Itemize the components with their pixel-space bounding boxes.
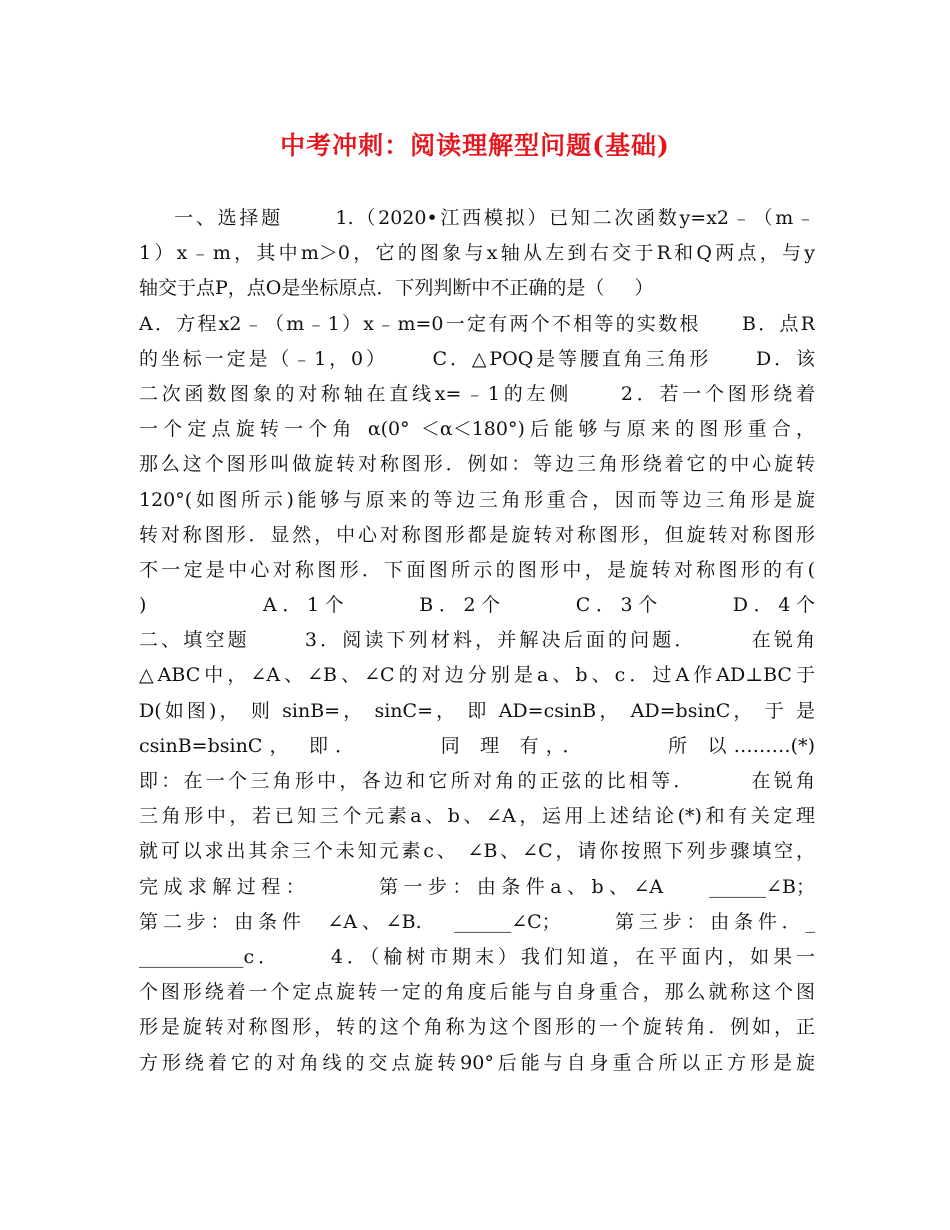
text-line: 个图形绕着一个定点旋转一定的角度后能与自身重合，那么就称这个图 bbox=[139, 981, 815, 1004]
text-line: 就可以求出其余三个未知元素c、 ∠B、∠C，请你按照下列步骤填空， bbox=[139, 840, 815, 863]
text-line: 的坐标一定是（﹣1，0） C．△POQ是等腰直角三角形 D．该 bbox=[139, 347, 815, 370]
text-line: ) A．1个 B．2个 C．3个 D．4个 bbox=[139, 594, 815, 617]
text-line: 形是旋转对称图形，转的这个角称为这个图形的一个旋转角．例如，正 bbox=[139, 1016, 815, 1039]
text-line: 不一定是中心对称图形．下面图所示的图形中，是旋转对称图形的有( bbox=[139, 558, 815, 581]
text-line: 完成求解过程： 第一步：由条件a、b、∠A ______∠B； bbox=[139, 875, 815, 898]
text-line: D(如图)， 则 sinB=， sinC=， 即 AD=csinB， AD=bsinC， 于 是 bbox=[139, 699, 815, 722]
text-line: csinB=bsinC， 即． 同 理 有，． 所 以………(*) bbox=[139, 734, 815, 757]
text-line: 轴交于点P，点O是坐标原点．下列判断中不正确的是（ ） bbox=[139, 277, 654, 300]
text-line: 即：在一个三角形中，各边和它所对角的正弦的比相等． 在锐角 bbox=[139, 770, 815, 792]
text-line: 二、填空题 3．阅读下列材料，并解决后面的问题． 在锐角 bbox=[139, 629, 815, 652]
text-line: △ABC中，∠A、∠B、∠C的对边分别是a、b、c．过A作AD⊥BC于 bbox=[139, 664, 815, 687]
text-line: 三角形中，若已知三个元素a、b、∠A，运用上述结论(*)和有关定理 bbox=[139, 805, 815, 828]
text-line: 那么这个图形叫做旋转对称图形．例如：等边三角形绕着它的中心旋转 bbox=[139, 453, 815, 476]
text-line: 120°(如图所示)能够与原来的等边三角形重合，因而等边三角形是旋 bbox=[139, 488, 815, 511]
text-line: 转对称图形．显然，中心对称图形都是旋转对称图形，但旋转对称图形 bbox=[139, 523, 815, 546]
text-line: 方形绕着它的对角线的交点旋转90°后能与自身重合所以正方形是旋 bbox=[139, 1051, 815, 1074]
text-line: 一、选择题 1.（2020•江西模拟）已知二次函数y=x2﹣（m﹣ bbox=[139, 207, 815, 229]
document-body bbox=[139, 201, 815, 1081]
text-line: ___________c． 4．（榆树市期末）我们知道，在平面内，如果一 bbox=[139, 945, 815, 968]
text-line: A．方程x2﹣（m﹣1）x﹣m=0一定有两个不相等的实数根 B．点R bbox=[139, 312, 815, 335]
text-line: 二次函数图象的对称轴在直线x=﹣1的左侧 2．若一个图形绕着 bbox=[139, 382, 815, 405]
text-line: 第二步：由条件 ∠A、∠B. ______∠C； 第三步：由条件．_ bbox=[139, 910, 815, 933]
text-line: 1）x﹣m，其中m＞0，它的图象与x轴从左到右交于R和Q两点，与y bbox=[139, 242, 815, 265]
text-line: 一个定点旋转一个角 α(0° ＜α＜180°)后能够与原来的图形重合， bbox=[139, 418, 815, 441]
document-title: 中考冲刺：阅读理解型问题(基础) bbox=[280, 131, 670, 160]
